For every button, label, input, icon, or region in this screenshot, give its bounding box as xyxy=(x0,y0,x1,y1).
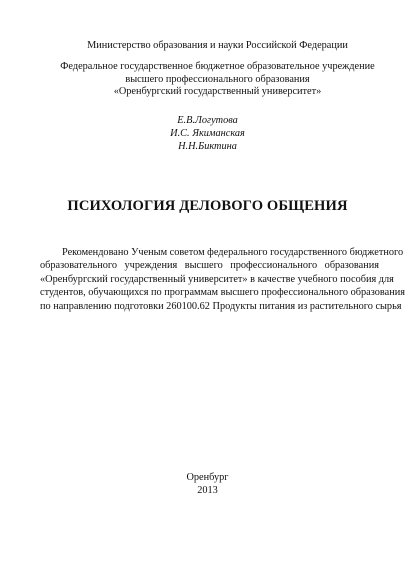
author-name: Е.В.Логутова xyxy=(177,115,238,126)
recommendation-line: образовательного учреждения высшего профессионального образования xyxy=(40,260,379,272)
author-name: Н.Н.Биктина xyxy=(178,141,237,152)
institution-block xyxy=(0,61,415,99)
recommendation-line: Рекомендовано Ученым советом федерального государственного бюджетного xyxy=(62,247,404,258)
institution-line: «Оренбургский государственный университет» xyxy=(113,86,322,98)
recommendation-line: по направлению подготовки 260100.62 Продукты питания из растительного сырья xyxy=(40,300,402,312)
book-title: ПСИХОЛОГИЯ ДЕЛОВОГО ОБЩЕНИЯ xyxy=(67,198,348,214)
publication-year: 2013 xyxy=(197,485,218,496)
authors-block xyxy=(0,114,415,153)
institution-line: Федеральное государственное бюджетное образовательное учреждение xyxy=(60,61,375,72)
author-name: И.С. Якиманская xyxy=(170,128,245,139)
recommendation-paragraph xyxy=(40,246,405,313)
ministry-heading: Министерство образования и науки Российской Федерации xyxy=(87,40,348,51)
publication-city: Оренбург xyxy=(186,472,229,483)
recommendation-line: студентов, обучающихся по программам высшего профессионального образования xyxy=(40,287,405,299)
institution-line: высшего профессионального образования xyxy=(125,73,310,85)
recommendation-line: «Оренбургский государственный университет» в качестве учебного пособия для xyxy=(40,273,394,285)
